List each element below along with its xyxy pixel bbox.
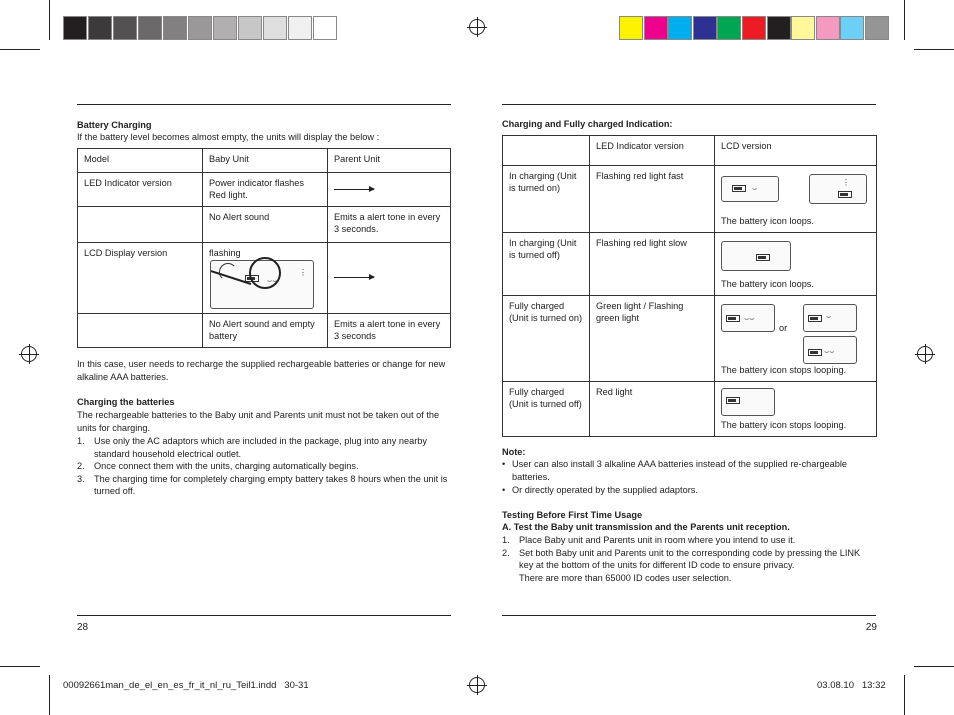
registration-mark-icon — [469, 677, 485, 693]
table-cell: Power indicator flashes Red light. — [203, 173, 328, 207]
list-item: • User can also install 3 alkaline AAA batteries instead of the supplied re-chargeable batteries. — [502, 459, 848, 482]
table-cell — [78, 207, 203, 243]
state-cell: In charging (Unit is turned on) — [503, 166, 590, 233]
battery-icon — [756, 254, 770, 261]
color-swatch — [816, 16, 840, 40]
color-swatch — [767, 16, 791, 40]
or-label: or — [779, 323, 788, 333]
crop-mark — [0, 49, 40, 50]
color-swatch — [717, 16, 741, 40]
table-header — [503, 136, 590, 166]
registration-mark-icon — [21, 346, 37, 362]
table-header: Model — [78, 149, 203, 173]
lcd-display-icon — [803, 336, 857, 364]
table-cell: Emits a alert tone in every 3 seconds. — [328, 207, 451, 243]
color-swatch — [88, 16, 112, 40]
top-rule-left — [77, 104, 451, 105]
table-cell: LCD Display version — [78, 243, 203, 314]
testing-title: Testing Before First Time Usage — [502, 510, 643, 520]
color-swatch — [213, 16, 237, 40]
battery-icon — [808, 349, 822, 356]
lcd-caption: The battery icon stops looping. — [721, 420, 847, 430]
color-swatch — [263, 16, 287, 40]
battery-icon — [838, 191, 852, 198]
lcd-display-icon — [803, 304, 857, 332]
battery-charging-title: Battery Charging — [77, 120, 152, 130]
table-cell: No Alert sound and empty battery — [203, 314, 328, 348]
list-item: • Or directly operated by the supplied adaptors. — [502, 485, 698, 496]
list-item: 3. The charging time for completely charging empty battery takes 8 hours when the unit is turned off. — [77, 473, 448, 497]
indication-table — [502, 135, 877, 437]
color-swatch — [791, 16, 815, 40]
lcd-cell — [715, 166, 877, 233]
led-cell: Flashing red light fast — [590, 166, 715, 233]
file-slug: 00092661man_de_el_en_es_fr_it_nl_ru_Teil1.indd 30-31 — [63, 680, 309, 691]
lcd-display-icon — [721, 388, 775, 416]
color-swatch — [668, 16, 692, 40]
state-cell: In charging (Unit is turned off) — [503, 233, 590, 296]
crop-mark — [904, 0, 905, 40]
sound-level-icon: ⋮ — [842, 178, 850, 187]
smile-icon: ⌣⌣ — [744, 314, 755, 323]
color-swatch — [138, 16, 162, 40]
state-cell: Fully charged (Unit is turned on) — [503, 296, 590, 382]
smile-icon: ⌣⌣ — [824, 347, 835, 356]
testing-subtitle: A. Test the Baby unit transmission and the Parents unit reception. — [502, 522, 790, 532]
color-swatch — [288, 16, 312, 40]
color-swatch — [693, 16, 717, 40]
battery-intro: If the battery level becomes almost empty, the units will display the below : — [77, 132, 380, 142]
color-swatch — [313, 16, 337, 40]
lcd-cell — [715, 382, 877, 437]
crop-mark — [49, 675, 50, 715]
list-item: 1. Use only the AC adaptors which are included in the package, plug into any nearby standard household electrical outlet. — [77, 436, 428, 459]
table-cell — [328, 243, 451, 314]
bottom-rule-right — [502, 615, 876, 616]
date-slug: 03.08.10 13:32 — [817, 680, 886, 691]
table-cell — [328, 173, 451, 207]
color-swatch — [188, 16, 212, 40]
charging-steps — [77, 435, 449, 498]
arrow-icon — [334, 277, 374, 278]
table-cell: No Alert sound — [203, 207, 328, 243]
crop-mark — [49, 0, 50, 40]
lcd-caption: The battery icon loops. — [721, 216, 814, 226]
battery-icon — [726, 397, 740, 404]
table-header: LED Indicator version — [590, 136, 715, 166]
table-header: LCD version — [715, 136, 877, 166]
battery-icon — [726, 315, 740, 322]
led-cell: Flashing red light slow — [590, 233, 715, 296]
table-cell: Emits a alert tone in every 3 seconds — [328, 314, 451, 348]
top-rule-right — [502, 104, 876, 105]
list-item: 2. Once connect them with the units, charging automatically begins. — [77, 461, 359, 472]
state-cell: Fully charged (Unit is turned off) — [503, 382, 590, 437]
registration-mark-icon — [469, 19, 485, 35]
crop-mark — [904, 675, 905, 715]
table-header: Parent Unit — [328, 149, 451, 173]
page-number-right: 29 — [865, 622, 877, 633]
note-title: Note: — [502, 447, 526, 457]
charging-title: Charging the batteries — [77, 397, 175, 407]
lcd-caption: The battery icon loops. — [721, 279, 814, 289]
registration-mark-icon — [917, 346, 933, 362]
sound-level-icon: ⋮ — [299, 268, 307, 277]
page-number-left: 28 — [77, 622, 89, 633]
charging-indication-title: Charging and Fully charged Indication: — [502, 119, 673, 129]
testing-steps — [502, 534, 874, 584]
color-swatch — [163, 16, 187, 40]
smile-icon: ⌣ — [752, 184, 758, 193]
color-swatch — [238, 16, 262, 40]
lcd-cell — [715, 233, 877, 296]
table-cell: LED Indicator version — [78, 173, 203, 207]
led-cell: Green light / Flashing green light — [590, 296, 715, 382]
charging-intro: The rechargeable batteries to the Baby unit and Parents unit must not be taken out of the units for charging. — [77, 410, 440, 433]
color-swatch — [619, 16, 643, 40]
color-swatch — [865, 16, 889, 40]
lcd-cell — [715, 296, 877, 382]
lcd-display-icon — [721, 304, 775, 332]
color-swatch — [742, 16, 766, 40]
smile-icon: ⌣⌣ — [267, 276, 278, 285]
table-cell — [203, 243, 328, 314]
flashing-label: flashing — [209, 248, 241, 258]
list-item: 1. Place Baby unit and Parents unit in room where you intend to use it. — [502, 535, 796, 545]
color-swatch — [840, 16, 864, 40]
led-cell: Red light — [590, 382, 715, 437]
lcd-display-icon — [721, 241, 791, 271]
lcd-display-icon — [721, 176, 779, 202]
color-swatch — [63, 16, 87, 40]
lcd-caption: The battery icon stops looping. — [721, 365, 847, 375]
smile-icon: ⌣ — [826, 312, 832, 321]
battery-icon — [732, 185, 746, 192]
highlight-circle-icon — [249, 257, 281, 289]
list-item: 2. Set both Baby unit and Parents unit to the corresponding code by pressing the LINK key at the bottom of the units for different ID code to ensure privacy. There are more than 65000 ID codes user selection. — [502, 547, 861, 583]
battery-icon — [808, 315, 822, 322]
color-swatch — [644, 16, 668, 40]
after-table-text: In this case, user needs to recharge the supplied rechargeable batteries or change for new alkaline AAA batteries. — [77, 359, 446, 382]
crop-mark — [0, 666, 40, 667]
lcd-display-icon — [809, 174, 867, 204]
table-cell — [78, 314, 203, 348]
crop-mark — [914, 666, 954, 667]
color-swatch — [113, 16, 137, 40]
note-list — [502, 458, 874, 497]
battery-table — [77, 148, 451, 348]
arrow-icon — [334, 189, 374, 190]
bottom-rule-left — [77, 615, 451, 616]
crop-mark — [914, 49, 954, 50]
table-header: Baby Unit — [203, 149, 328, 173]
